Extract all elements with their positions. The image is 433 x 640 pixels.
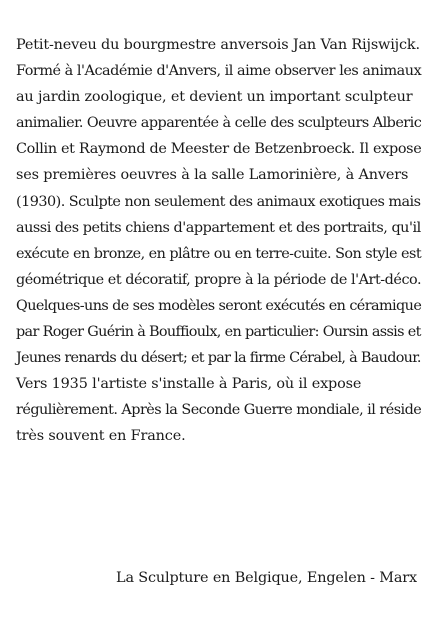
biography-line: animalier. Oeuvre apparentée à celle des sculpteurs Alberic xyxy=(16,115,422,132)
biography-line: Collin et Raymond de Meester de Betzenbroeck. Il expose xyxy=(16,141,422,158)
biography-line: très souvent en France. xyxy=(16,428,186,445)
biography-text xyxy=(16,32,421,450)
biography-line: régulièrement. Après la Seconde Guerre mondiale, il réside xyxy=(16,402,422,419)
biography-line: (1930). Sculpte non seulement des animaux exotiques mais xyxy=(16,193,421,210)
biography-line: ses premières oeuvres à la salle Lamorinière, à Anvers xyxy=(16,167,409,184)
biography-line: Formé à l'Académie d'Anvers, il aime observer les animaux xyxy=(16,63,422,80)
biography-line: au jardin zoologique, et devient un important sculpteur xyxy=(16,89,413,106)
biography-line: Vers 1935 l'artiste s'installe à Paris, où il expose xyxy=(16,376,362,393)
source-citation: La Sculpture en Belgique, Engelen - Marx xyxy=(116,570,417,586)
biography-line: Petit-neveu du bourgmestre anversois Jan Van Rijswijck. xyxy=(16,37,420,53)
biography-line: Jeunes renards du désert; et par la firme Cérabel, à Baudour. xyxy=(16,350,421,367)
biography-line: par Roger Guérin à Bouffioulx, en particulier: Oursin assis et xyxy=(16,324,421,341)
biography-line: exécute en bronze, en plâtre ou en terre-cuite. Son style est xyxy=(16,245,422,262)
biography-line: aussi des petits chiens d'appartement et des portraits, qu'il xyxy=(16,219,421,236)
biography-line: géométrique et décoratif, propre à la période de l'Art-déco. xyxy=(16,271,422,288)
biography-line: Quelques-uns de ses modèles seront exécutés en céramique xyxy=(16,297,422,314)
